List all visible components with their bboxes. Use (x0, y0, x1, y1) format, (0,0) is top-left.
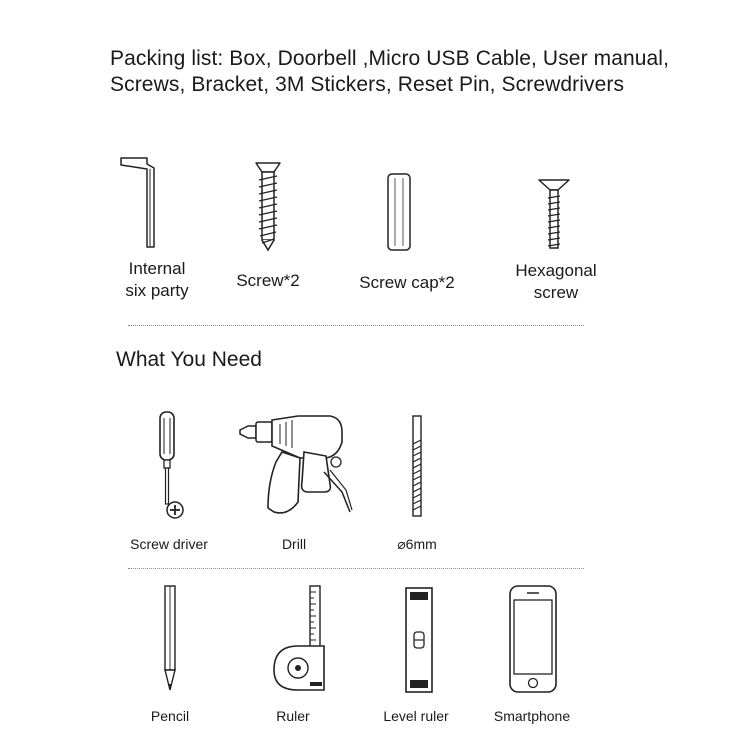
smartphone-icon (508, 584, 558, 696)
tool-label-level-ruler: Level ruler (383, 708, 449, 724)
tape-measure-icon (272, 584, 328, 694)
pencil-icon (162, 584, 178, 694)
screw-cap-icon (386, 172, 412, 252)
screwdriver-icon (154, 410, 186, 520)
tool-label-pencil: Pencil (150, 708, 190, 724)
tool-label-drill-bit: ⌀6mm (397, 536, 437, 552)
tool-label-screwdriver: Screw driver (130, 536, 208, 552)
tool-label-drill: Drill (281, 536, 307, 552)
screw-icon (252, 160, 284, 252)
section-divider-2 (128, 568, 584, 569)
tool-label-ruler: Ruler (276, 708, 310, 724)
item-label-hexagonal-screw: Hexagonal screw (515, 261, 597, 302)
item-label-screw: Screw*2 (236, 271, 300, 290)
drill-icon (238, 412, 354, 520)
tool-label-smartphone: Smartphone (493, 708, 571, 724)
section-divider (128, 325, 584, 326)
packing-list-text: Packing list: Box, Doorbell ,Micro USB Cable, User manual, Screws, Bracket, 3M Stickers, Reset Pin, Screwdrivers (110, 47, 670, 96)
item-label-screw-cap: Screw cap*2 (359, 273, 455, 292)
drill-bit-icon (410, 414, 424, 520)
hexagonal-screw-icon (536, 176, 572, 252)
hex-key-icon (118, 155, 158, 250)
section-title: What You Need (116, 348, 262, 371)
item-label-hex-key: Internal six party (125, 259, 189, 300)
level-ruler-icon (402, 586, 436, 694)
